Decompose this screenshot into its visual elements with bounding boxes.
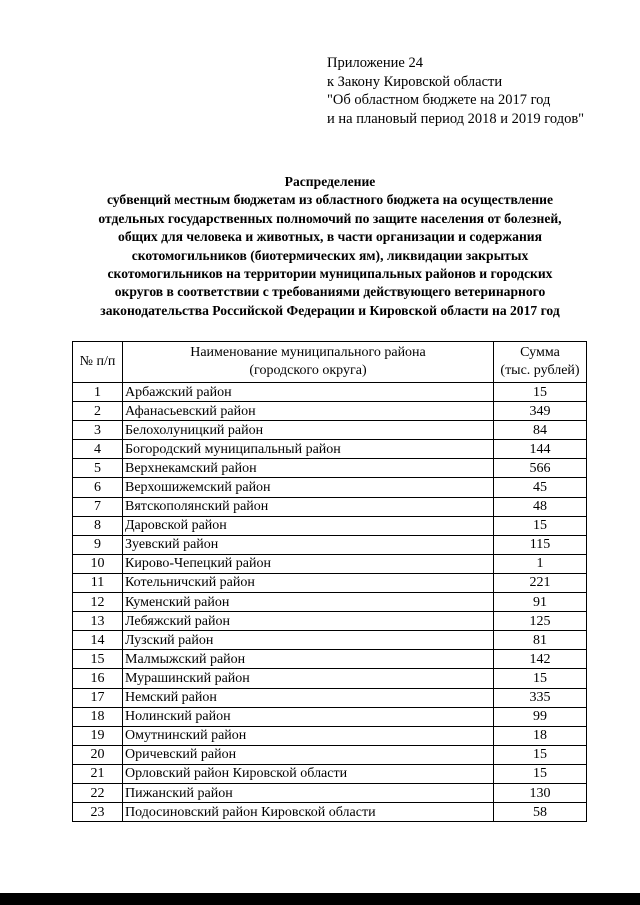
row-number: 11 [73,573,123,592]
row-number: 23 [73,803,123,822]
table-row [73,650,587,669]
table-row [73,402,587,421]
table-row [73,745,587,764]
row-number: 20 [73,745,123,764]
table-row [73,516,587,535]
district-name: Нолинский район [123,707,494,726]
row-number: 12 [73,593,123,612]
header-sum [494,342,587,383]
row-number: 8 [73,516,123,535]
district-name: Оричевский район [123,745,494,764]
appendix-number: Приложение 24 [327,55,423,71]
subvention-amount: 144 [494,440,587,459]
table-row [73,440,587,459]
row-number: 4 [73,440,123,459]
subvention-amount: 48 [494,497,587,516]
table-row [73,535,587,554]
subvention-amount: 221 [494,573,587,592]
subvention-amount: 81 [494,631,587,650]
subvention-amount: 99 [494,707,587,726]
subvention-amount: 566 [494,459,587,478]
document-title [60,173,600,320]
table-row [73,726,587,745]
row-number: 10 [73,554,123,573]
table-row [73,764,587,783]
district-name: Пижанский район [123,783,494,802]
district-name: Котельничский район [123,573,494,592]
row-number: 7 [73,497,123,516]
subvention-amount: 125 [494,612,587,631]
row-number: 1 [73,383,123,402]
header-num: № п/п [73,342,123,383]
table-header-row [73,342,587,383]
row-number: 6 [73,478,123,497]
district-name: Арбажский район [123,383,494,402]
district-name: Даровской район [123,516,494,535]
table-row [73,688,587,707]
title-heading: Распределение [284,174,376,189]
district-name: Верхошижемский район [123,478,494,497]
district-name: Богородский муниципальный район [123,440,494,459]
table-row [73,421,587,440]
header-name-line: (городского округа) [249,363,367,378]
subvention-amount: 349 [494,402,587,421]
table-row [73,593,587,612]
title-line: скотомогильников на территории муниципальных районов и городских [107,266,553,282]
district-name: Орловский район Кировской области [123,764,494,783]
row-number: 13 [73,612,123,631]
table-row [73,573,587,592]
row-number: 22 [73,783,123,802]
subvention-amount: 91 [494,593,587,612]
table-row [73,497,587,516]
district-name: Омутнинский район [123,726,494,745]
table-row [73,783,587,802]
title-line: отдельных государственных полномочий по защите населения от болезней, [98,210,562,226]
row-number: 19 [73,726,123,745]
table-row [73,612,587,631]
table-row [73,478,587,497]
subvention-amount: 18 [494,726,587,745]
subvention-amount: 15 [494,669,587,688]
table-row [73,554,587,573]
row-number: 18 [73,707,123,726]
header-name-line: Наименование муниципального района [190,345,426,360]
row-number: 2 [73,402,123,421]
title-line: субвенций местным бюджетам из областного бюджета на осуществление [106,192,554,208]
table-row [73,631,587,650]
district-name: Вятскополянский район [123,497,494,516]
district-name: Кирово-Чепецкий район [123,554,494,573]
table-row [73,383,587,402]
district-name: Лузский район [123,631,494,650]
district-name: Малмыжский район [123,650,494,669]
scan-edge-bar [0,893,640,905]
appendix-law-period: и на плановый период 2018 и 2019 годов" [327,110,585,127]
row-number: 14 [73,631,123,650]
header-sum-line: (тыс. рублей) [500,363,580,378]
table-row [73,459,587,478]
subvention-amount: 58 [494,803,587,822]
subvention-amount: 1 [494,554,587,573]
appendix-note [327,54,584,128]
distribution-table [72,341,587,822]
row-number: 16 [73,669,123,688]
district-name: Подосиновский район Кировской области [123,803,494,822]
district-name: Зуевский район [123,535,494,554]
title-line: скотомогильников (биотермических ям), ликвидации закрытых [131,247,529,263]
table-row [73,707,587,726]
table-row [73,669,587,688]
appendix-law-title: "Об областном бюджете на 2017 год [327,92,551,108]
district-name: Афанасьевский район [123,402,494,421]
title-line: округов в соответствии с требованиями действующего ветеринарного [114,284,546,300]
subvention-amount: 115 [494,535,587,554]
title-line: законодательства Российской Федерации и Кировской области на 2017 год [100,302,560,318]
subvention-amount: 15 [494,383,587,402]
subvention-amount: 15 [494,745,587,764]
row-number: 5 [73,459,123,478]
subvention-amount: 130 [494,783,587,802]
district-name: Белохолуницкий район [123,421,494,440]
subvention-amount: 84 [494,421,587,440]
row-number: 9 [73,535,123,554]
table-row [73,803,587,822]
subvention-amount: 142 [494,650,587,669]
title-line: общих для человека и животных, в части организации и содержания [118,229,542,245]
header-sum-line: Сумма [520,345,560,360]
subvention-amount: 335 [494,688,587,707]
appendix-law-ref: к Закону Кировской области [327,73,503,90]
district-name: Верхнекамский район [123,459,494,478]
row-number: 15 [73,650,123,669]
row-number: 21 [73,764,123,783]
district-name: Куменский район [123,593,494,612]
row-number: 17 [73,688,123,707]
district-name: Немский район [123,688,494,707]
district-name: Мурашинский район [123,669,494,688]
header-name [123,342,494,383]
table-body [73,383,587,822]
subvention-amount: 45 [494,478,587,497]
subvention-amount: 15 [494,516,587,535]
district-name: Лебяжский район [123,612,494,631]
row-number: 3 [73,421,123,440]
subvention-amount: 15 [494,764,587,783]
